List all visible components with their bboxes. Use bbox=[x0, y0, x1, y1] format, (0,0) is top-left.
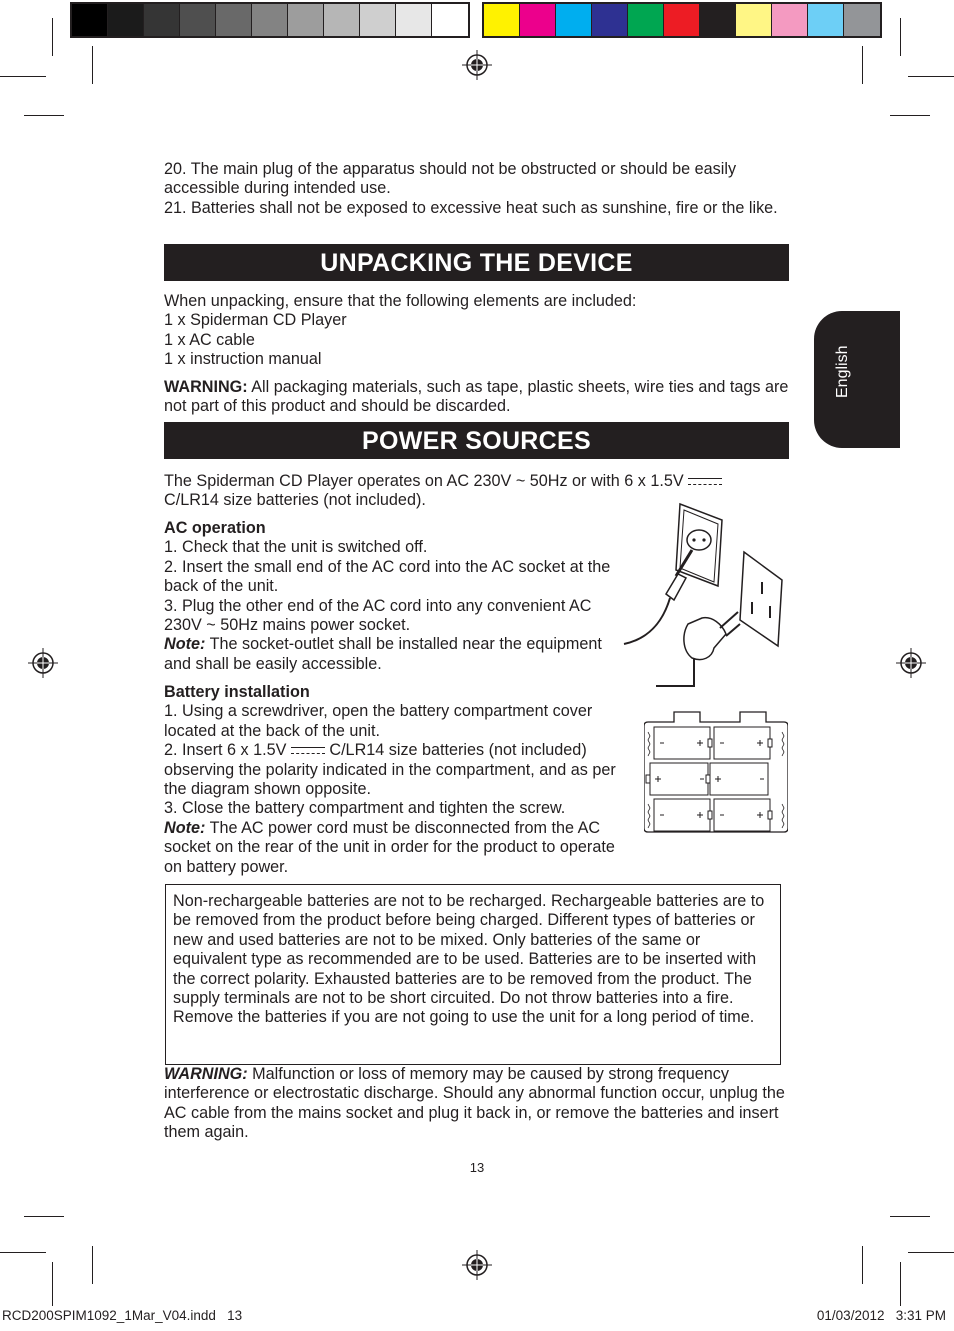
crop-mark bbox=[908, 76, 954, 77]
battery-step: 2. Insert 6 x 1.5V C/LR14 size batteries (not included) observing the polarity indicated in the compartment, and as per the diagram shown opposite. bbox=[164, 741, 616, 799]
crop-mark bbox=[900, 18, 901, 56]
registration-mark-icon bbox=[462, 1250, 492, 1280]
color-swatch bbox=[520, 4, 556, 36]
color-swatch bbox=[736, 4, 772, 36]
crop-mark bbox=[52, 18, 53, 56]
crop-mark bbox=[908, 1252, 954, 1253]
unpacking-lead: When unpacking, ensure that the following elements are included: bbox=[164, 292, 637, 310]
slug-file-info: RCD200SPIM1092_1Mar_V04.indd 13 bbox=[2, 1308, 243, 1323]
battery-installation-title: Battery installation bbox=[164, 683, 310, 701]
power-intro: The Spiderman CD Player operates on AC 230V ~ 50Hz or with 6 x 1.5V C/LR14 size batteries (not included). bbox=[164, 472, 790, 511]
safety-items bbox=[164, 160, 790, 218]
battery-note: Note: The AC power cord must be disconnected from the AC socket on the rear of the unit in order for the product to operate on battery power. bbox=[164, 818, 615, 876]
language-tab-label: English bbox=[834, 345, 851, 398]
color-swatch bbox=[664, 4, 700, 36]
unpacking-warning: WARNING: All packaging materials, such as tape, plastic sheets, wire ties and tags are not part of this product and should be discarded. bbox=[164, 377, 789, 416]
color-swatch bbox=[700, 4, 736, 36]
battery-installation bbox=[164, 683, 626, 877]
ac-step: 1. Check that the unit is switched off. bbox=[164, 538, 428, 557]
battery-compartment-illustration-icon bbox=[644, 710, 788, 834]
crop-mark bbox=[52, 1262, 53, 1306]
color-swatch bbox=[484, 4, 520, 36]
color-swatch bbox=[72, 4, 108, 36]
color-swatch bbox=[180, 4, 216, 36]
crop-mark bbox=[0, 1252, 46, 1253]
list-item: 1 x AC cable bbox=[164, 330, 255, 349]
language-tab bbox=[814, 311, 900, 448]
registration-mark-icon bbox=[462, 50, 492, 80]
crop-mark bbox=[862, 46, 863, 84]
color-swatch bbox=[288, 4, 324, 36]
section-header-power-sources: POWER SOURCES bbox=[164, 422, 789, 459]
color-swatch bbox=[808, 4, 844, 36]
dc-symbol-icon bbox=[688, 477, 722, 487]
crop-mark bbox=[24, 1216, 64, 1217]
slug-date-time: 01/03/2012 3:31 PM bbox=[816, 1308, 946, 1323]
color-swatch bbox=[360, 4, 396, 36]
registration-mark-icon bbox=[896, 648, 926, 678]
ac-operation bbox=[164, 519, 616, 674]
dc-symbol-icon bbox=[291, 746, 325, 756]
crop-mark bbox=[24, 115, 64, 116]
battery-step: 1. Using a screwdriver, open the battery compartment cover located at the back of the unit. bbox=[164, 702, 593, 740]
color-swatch bbox=[432, 4, 468, 36]
color-swatch bbox=[556, 4, 592, 36]
grayscale-color-bar bbox=[70, 2, 470, 38]
unpacking-contents bbox=[164, 292, 790, 416]
ac-step: 3. Plug the other end of the AC cord into any convenient AC 230V ~ 50Hz mains power socket. bbox=[164, 596, 592, 635]
crop-mark bbox=[0, 76, 46, 77]
safety-item-21: 21. Batteries shall not be exposed to excessive heat such as sunshine, fire or the like. bbox=[164, 198, 778, 217]
crop-mark bbox=[92, 46, 93, 84]
color-swatch bbox=[108, 4, 144, 36]
registration-mark-icon bbox=[28, 648, 58, 678]
battery-notice-box: Non-rechargeable batteries are not to be recharged. Rechargeable batteries are to be removed from the product before being charged. Different types of batteries or new and used batteries are not to be mixed. Only batteries of the same or equivalent type as recommended are to be used. Batteries are to be inserted with the correct polarity. Exhausted batteries are to be removed from the product. The supply terminals are not to be short circuited. Do not throw batteries into a fire. Remove the batteries if you are not going to use the unit for a long period of time. bbox=[165, 884, 781, 1065]
crop-mark bbox=[890, 115, 930, 116]
page-number: 13 bbox=[469, 1160, 485, 1175]
ac-plug-illustration-icon bbox=[622, 498, 788, 690]
battery-step: 3. Close the battery compartment and tighten the screw. bbox=[164, 799, 566, 818]
crop-mark bbox=[92, 1246, 93, 1284]
color-swatch bbox=[396, 4, 432, 36]
section-header-unpacking: UNPACKING THE DEVICE bbox=[164, 244, 789, 281]
crop-mark bbox=[862, 1246, 863, 1284]
color-swatch bbox=[216, 4, 252, 36]
color-swatch bbox=[844, 4, 880, 36]
crop-mark bbox=[900, 1262, 901, 1306]
color-swatch bbox=[324, 4, 360, 36]
final-warning: WARNING: Malfunction or loss of memory may be caused by strong frequency interference or electrostatic discharge. Should any abnormal function occur, unplug the AC cable from the mains socket and plug it back in, or remove the batteries and insert them again. bbox=[164, 1065, 785, 1142]
crop-mark bbox=[890, 1216, 930, 1217]
color-swatch bbox=[144, 4, 180, 36]
ac-operation-title: AC operation bbox=[164, 519, 266, 537]
ac-step: 2. Insert the small end of the AC cord into the AC socket at the back of the unit. bbox=[164, 557, 611, 596]
color-swatch bbox=[628, 4, 664, 36]
color-swatch bbox=[592, 4, 628, 36]
color-swatch bbox=[772, 4, 808, 36]
list-item: 1 x Spiderman CD Player bbox=[164, 311, 347, 330]
list-item: 1 x instruction manual bbox=[164, 350, 322, 369]
ac-note: Note: The socket-outlet shall be installed near the equipment and shall be easily accessible. bbox=[164, 635, 602, 673]
color-swatch bbox=[252, 4, 288, 36]
process-color-bar bbox=[482, 2, 882, 38]
safety-item-20: 20. The main plug of the apparatus should not be obstructed or should be easily accessible during intended use. bbox=[164, 160, 737, 198]
